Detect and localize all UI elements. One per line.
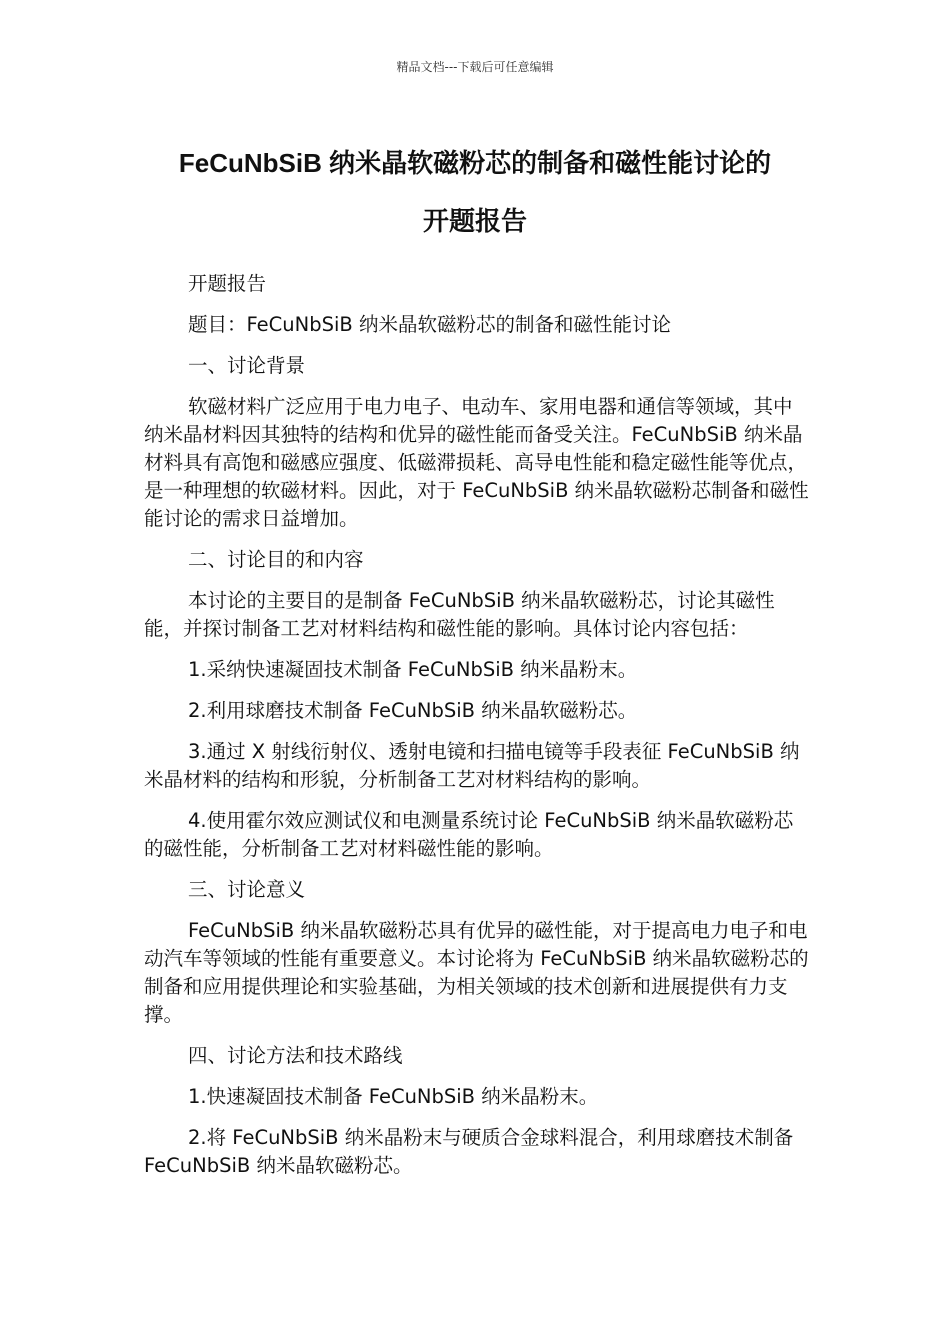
header-note: 精品文档---下载后可任意编辑 bbox=[396, 60, 554, 74]
list-item-1: 1.采纳快速凝固技术制备 FeCuNbSiB 纳米晶粉末。 bbox=[188, 658, 638, 681]
section-heading-purpose: 二、讨论目的和内容 bbox=[188, 548, 364, 571]
list-item-2: 2.利用球磨技术制备 FeCuNbSiB 纳米晶软磁粉芯。 bbox=[188, 699, 638, 722]
section-heading-methods: 四、讨论方法和技术路线 bbox=[188, 1044, 403, 1067]
section-heading-background: 一、讨论背景 bbox=[188, 354, 306, 377]
section-heading-significance: 三、讨论意义 bbox=[188, 878, 306, 901]
paragraph-background: 软磁材料广泛应用于电力电子、电动车、家用电器和通信等领域，其中纳米晶材料因其独特的结构和优异的磁性能而备受关注。FeCuNbSiB 纳米晶材料具有高饱和磁感应强度、低磁滞损耗、高导电性能和稳定磁性能等优点，是一种理想的软磁材料。因此，对于 FeCuNbSiB 纳米晶软磁粉芯制备和磁性能讨论的需求日益增加。 bbox=[144, 395, 809, 530]
list-item-3: 3.通过 X 射线衍射仪、透射电镜和扫描电镜等手段表征 FeCuNbSiB 纳米晶材料的结构和形貌，分析制备工艺对材料结构的影响。 bbox=[144, 740, 800, 791]
document-title bbox=[110, 134, 840, 250]
paragraph-significance: FeCuNbSiB 纳米晶软磁粉芯具有优异的磁性能，对于提高电力电子和电动汽车等领域的性能有重要意义。本讨论将为 FeCuNbSiB 纳米晶软磁粉芯的制备和应用提供理论和实验基础，为相关领域的技术创新和进展提供有力支撑。 bbox=[144, 919, 809, 1026]
title-line-2: 开题报告 bbox=[422, 206, 527, 236]
label-report: 开题报告 bbox=[188, 272, 267, 295]
topic-line: 题目：FeCuNbSiB 纳米晶软磁粉芯的制备和磁性能讨论 bbox=[188, 313, 671, 336]
title-line-1: FeCuNbSiB 纳米晶软磁粉芯的制备和磁性能讨论的 bbox=[178, 148, 772, 178]
method-item-2: 2.将 FeCuNbSiB 纳米晶粉末与硬质合金球料混合，利用球磨技术制备 FeCuNbSiB 纳米晶软磁粉芯。 bbox=[144, 1126, 794, 1177]
document-body bbox=[144, 270, 810, 1193]
paragraph-purpose: 本讨论的主要目的是制备 FeCuNbSiB 纳米晶软磁粉芯，讨论其磁性能，并探讨制备工艺对材料结构和磁性能的影响。具体讨论内容包括： bbox=[144, 589, 775, 640]
list-item-4: 4.使用霍尔效应测试仪和电测量系统讨论 FeCuNbSiB 纳米晶软磁粉芯的磁性能，分析制备工艺对材料磁性能的影响。 bbox=[144, 809, 794, 860]
method-item-1: 1.快速凝固技术制备 FeCuNbSiB 纳米晶粉末。 bbox=[188, 1085, 599, 1108]
